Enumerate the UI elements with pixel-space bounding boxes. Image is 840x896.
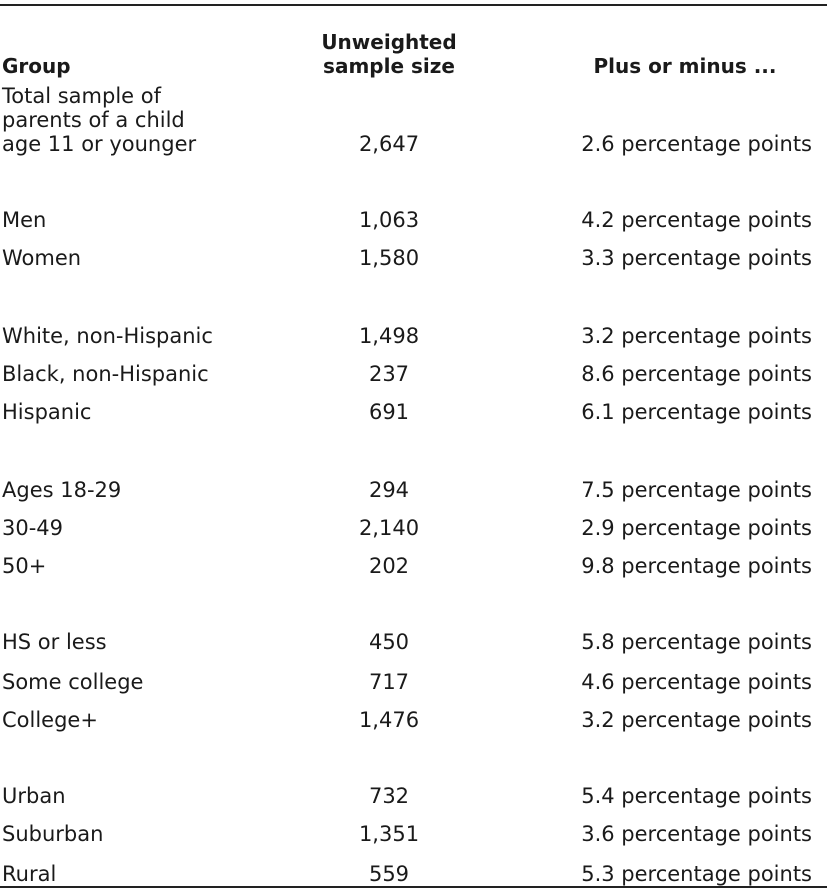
table-row [0,478,827,502]
margin-of-error-cell: 9.8 percentage points [581,554,812,578]
table-row-total [0,132,827,156]
group-label: parents of a child [2,108,185,132]
table-row [0,362,827,386]
sample-size-cell: 450 [368,630,410,654]
group-label: Women [2,246,82,270]
column-header-sample-size-line1: Unweighted [321,30,457,54]
table-row [0,784,827,808]
table-row-total-line2 [0,108,827,132]
group-label: Hispanic [2,400,92,424]
column-header-sample-size [290,30,488,78]
sample-size-cell: 1,580 [358,246,420,270]
margin-of-error-cell: 3.2 percentage points [581,708,812,732]
sample-size-cell: 294 [368,478,410,502]
sample-size-cell: 717 [368,670,410,694]
margin-of-error-cell: 3.3 percentage points [581,246,812,270]
sample-size-cell: 691 [368,400,410,424]
column-header-sample-size-line2: sample size [323,54,455,78]
sample-size-cell: 1,063 [358,208,420,232]
table-row [0,630,827,654]
group-label: age 11 or younger [2,132,197,156]
margin-of-error-cell: 2.9 percentage points [581,516,812,540]
margin-of-error-cell: 5.8 percentage points [581,630,812,654]
table-row-total-line1 [0,84,827,108]
sample-size-cell: 559 [368,862,410,886]
margin-of-error-cell: 3.6 percentage points [581,822,812,846]
table-row [0,324,827,348]
table-bottom-rule [0,886,827,888]
sample-size-cell: 202 [368,554,410,578]
margin-of-error-cell: 8.6 percentage points [581,362,812,386]
group-label: Rural [2,862,57,886]
table-row [0,708,827,732]
group-label: Men [2,208,47,232]
column-header-group: Group [2,54,71,78]
group-label: Some college [2,670,144,694]
margin-of-error-cell: 5.3 percentage points [581,862,812,886]
sample-size-cell: 1,351 [358,822,420,846]
group-label: Black, non-Hispanic [2,362,209,386]
sample-size-cell: 732 [368,784,410,808]
table-row [0,246,827,270]
sample-size-cell: 1,498 [358,324,420,348]
column-header-margin-of-error: Plus or minus ... [593,54,777,78]
margin-of-error-cell: 4.6 percentage points [581,670,812,694]
margin-of-error-cell: 5.4 percentage points [581,784,812,808]
group-label: White, non-Hispanic [2,324,213,348]
table-row [0,822,827,846]
sample-size-cell: 2,140 [358,516,420,540]
margin-of-error-cell: 6.1 percentage points [581,400,812,424]
table-row [0,516,827,540]
table-row [0,554,827,578]
margin-of-error-cell: 3.2 percentage points [581,324,812,348]
margin-of-error-cell: 2.6 percentage points [581,132,812,156]
table-row [0,862,827,886]
group-label: Total sample of [2,84,161,108]
table-row [0,670,827,694]
table-top-rule [0,4,827,6]
group-label: 30-49 [2,516,64,540]
group-label: 50+ [2,554,47,578]
group-label: College+ [2,708,98,732]
group-label: Ages 18-29 [2,478,122,502]
sample-size-cell: 237 [368,362,410,386]
group-label: HS or less [2,630,107,654]
group-label: Suburban [2,822,104,846]
sample-size-cell: 2,647 [358,132,420,156]
group-label: Urban [2,784,66,808]
table-row [0,400,827,424]
sample-size-cell: 1,476 [358,708,420,732]
table-row [0,208,827,232]
margin-of-error-cell: 4.2 percentage points [581,208,812,232]
margin-of-error-cell: 7.5 percentage points [581,478,812,502]
